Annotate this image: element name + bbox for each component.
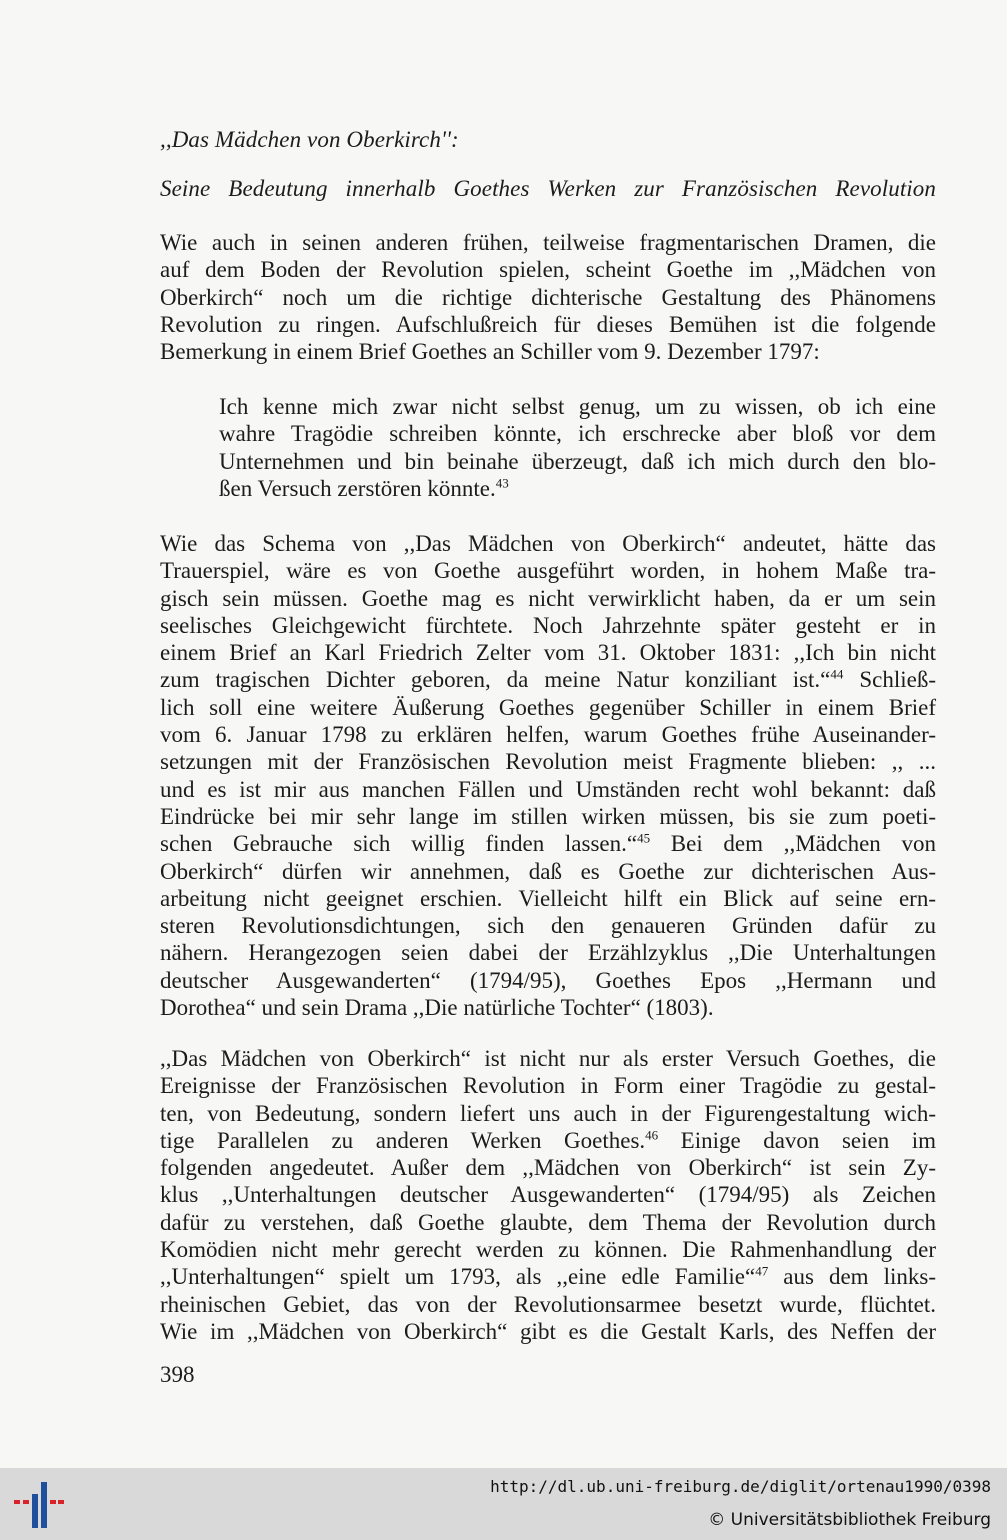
quote-line: wahre Tragödie schreiben könnte, ich erschrecke aber bloß vor dem [219, 421, 936, 447]
text-line: setzungen mit der Französischen Revolution meist Fragmente blieben: ,, ... [160, 749, 936, 775]
footnote-ref: 44 [830, 666, 844, 682]
text-line: Trauerspiel, wäre es von Goethe ausgeführt worden, in hohem Maße tra- [160, 558, 936, 584]
paragraph-1 [160, 229, 936, 365]
text-line: ,,Das Mädchen von Oberkirch“ ist nicht nur als erster Versuch Goethes, die [160, 1046, 936, 1071]
text-line: Dorothea“ und sein Drama ,,Die natürliche Tochter“ (1803). [160, 995, 714, 1021]
text-line: Bemerkung in einem Brief Goethes an Schiller vom 9. Dezember 1797: [160, 339, 820, 365]
text-line: rheinischen Gebiet, das von der Revolutionsarmee besetzt wurde, flüchtet. [160, 1291, 936, 1317]
source-url-link[interactable]: http://dl.ub.uni-freiburg.de/diglit/ortenau1990/0398 [490, 1477, 991, 1496]
text-line: zum tragischen Dichter geboren, da meine Natur konziliant ist.“$^{44}$ Schließ- [160, 666, 936, 693]
chapter-heading-line-2: Seine Bedeutung innerhalb Goethes Werken zur Französischen Revolution [160, 176, 936, 201]
text-line: ,,Unterhaltungen“ spielt um 1793, als ,,eine edle Familie“$^{47}$ aus dem links- [160, 1263, 936, 1290]
ub-freiburg-logo-icon [14, 1480, 64, 1530]
footnote-ref: 46 [645, 1127, 659, 1143]
text-line: nähern. Herangezogen seien dabei der Erzählzyklus ,,Die Unterhaltungen [160, 940, 936, 966]
footnote-ref: 47 [755, 1263, 769, 1279]
chapter-heading-line-1: ,,Das Mädchen von Oberkirch'': [160, 127, 459, 152]
library-footer-bar [0, 1468, 1007, 1540]
text-line: lich soll eine weitere Äußerung Goethes gegenüber Schiller in einem Brief [160, 694, 936, 720]
quote-line: Ich kenne mich zwar nicht selbst genug, um zu wissen, ob ich eine [219, 394, 936, 419]
text-line: gisch sein müssen. Goethe mag es nicht verwirklicht haben, da er um sein [160, 585, 936, 611]
footnote-ref: 45 [637, 830, 651, 846]
text-line: schen Gebrauche sich willig finden lassen.“$^{45}$ Bei dem ,,Mädchen von [160, 830, 936, 857]
text-line: seelisches Gleichgewicht fürchtete. Noch Jahrzehnte später gesteht er in [160, 612, 936, 638]
block-quote [219, 393, 936, 502]
footnote-ref: 43 [495, 475, 509, 491]
text-line: Revolution zu ringen. Aufschlußreich für dieses Bemühen ist die folgende [160, 311, 936, 337]
text-line: deutscher Ausgewanderten“ (1794/95), Goethes Epos ,,Hermann und [160, 967, 936, 993]
text-line: ten, von Bedeutung, sondern liefert uns auch in der Figurengestaltung wich- [160, 1100, 936, 1126]
text-line: Oberkirch“ noch um die richtige dichterische Gestaltung des Phänomens [160, 284, 936, 310]
text-line: klus ,,Unterhaltungen deutscher Ausgewanderten“ (1794/95) als Zeichen [160, 1182, 936, 1208]
text-line: und es ist mir aus manchen Fällen und Umständen recht wohl bekannt: daß [160, 776, 936, 802]
paragraph-3 [160, 1045, 936, 1345]
text-line: vom 6. Januar 1798 zu erklären helfen, warum Goethes frühe Auseinander- [160, 722, 936, 748]
paragraph-2 [160, 530, 936, 1021]
text-line: Wie im ,,Mädchen von Oberkirch“ gibt es die Gestalt Karls, des Neffen der [160, 1318, 936, 1344]
page-number: 398 [160, 1362, 195, 1387]
quote-line: Unternehmen und bin beinahe überzeugt, daß ich mich durch den blo- [219, 448, 936, 474]
copyright-notice: © Universitätsbibliothek Freiburg [708, 1510, 991, 1530]
text-line: einem Brief an Karl Friedrich Zelter vom 31. Oktober 1831: ,,Ich bin nicht [160, 640, 936, 666]
text-line: tige Parallelen zu anderen Werken Goethes.$^{46}$ Einige davon seien im [160, 1127, 936, 1153]
text-line: dafür zu verstehen, daß Goethe glaubte, dem Thema der Revolution durch [160, 1209, 936, 1235]
text-line: auf dem Boden der Revolution spielen, scheint Goethe im ,,Mädchen von [160, 257, 936, 283]
text-line: arbeitung nicht geeignet erschien. Vielleicht hilft ein Blick auf seine ern- [160, 885, 936, 911]
text-line: Oberkirch“ dürfen wir annehmen, daß es Goethe zur dichterischen Aus- [160, 858, 936, 884]
text-line: Wie das Schema von ,,Das Mädchen von Oberkirch“ andeutet, hätte das [160, 531, 936, 556]
text-line: steren Revolutionsdichtungen, sich den genaueren Gründen dafür zu [160, 913, 936, 939]
text-line: Wie auch in seinen anderen frühen, teilweise fragmentarischen Dramen, die [160, 230, 936, 255]
text-line: Ereignisse der Französischen Revolution in Form einer Tragödie zu gestal- [160, 1073, 936, 1099]
text-line: Komödien nicht mehr gerecht werden zu können. Die Rahmenhandlung der [160, 1237, 936, 1263]
quote-line: ßen Versuch zerstören könnte.$^{43}$ [219, 475, 509, 501]
text-line: folgenden angedeutet. Außer dem ,,Mädchen von Oberkirch“ ist sein Zy- [160, 1155, 936, 1181]
text-line: Eindrücke bei mir sehr lange im stillen wirken müssen, bis sie zum poeti- [160, 803, 936, 829]
